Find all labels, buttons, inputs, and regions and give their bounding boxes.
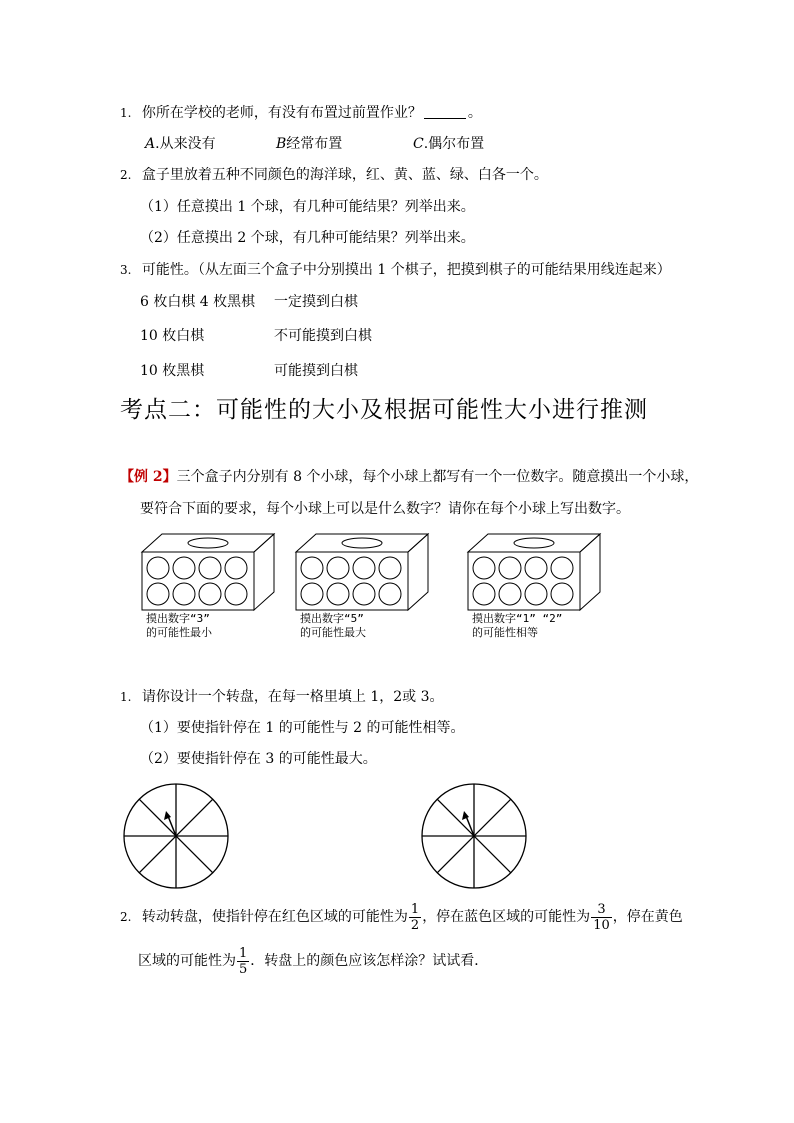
q2-sub2: （2）任意摸出 2 个球，有几种可能结果？列举出来。 bbox=[140, 230, 475, 246]
box2-caption-2: 的可能性最大 bbox=[300, 626, 366, 639]
frac3-numerator: 1 bbox=[239, 945, 248, 961]
q3-right-1: 一定摸到白棋 bbox=[274, 294, 358, 310]
p1-text: 请你设计一个转盘，在每一格里填上 1，2或 3。 bbox=[141, 689, 444, 705]
spinner-2 bbox=[418, 780, 530, 892]
frac2-denominator: 10 bbox=[593, 917, 610, 933]
section-heading: 考点二：可能性的大小及根据可能性大小进行推测 bbox=[120, 397, 648, 423]
box2-caption-1: 摸出数字“5” bbox=[300, 612, 364, 625]
p1-number: 1. bbox=[120, 690, 132, 704]
q3-left-3: 10 枚黑棋 bbox=[140, 363, 205, 379]
q1-line bbox=[120, 104, 482, 122]
q3-right-2: 不可能摸到白棋 bbox=[274, 328, 372, 344]
option-c-letter: C bbox=[413, 136, 424, 152]
p2-line2 bbox=[138, 944, 488, 978]
p2-part1: 转动转盘，使指针停在红色区域的可能性为 bbox=[141, 909, 408, 925]
box3-caption-1: 摸出数字“1” “2” bbox=[472, 612, 563, 625]
ball-box-3 bbox=[464, 530, 604, 612]
q1-number: 1. bbox=[120, 106, 132, 120]
example2-line2: 要符合下面的要求，每个小球上可以是什么数字？请你在每个小球上写出数字。 bbox=[140, 501, 630, 517]
example2-tag: 【例 2】 bbox=[120, 469, 177, 485]
p1-line bbox=[120, 688, 444, 706]
q3-text: 可能性。（从左面三个盒子中分别摸出 1 个棋子，把摸到棋子的可能结果用线连起来） bbox=[141, 262, 671, 278]
box1-caption-2: 的可能性最小 bbox=[146, 626, 212, 639]
frac1-numerator: 1 bbox=[410, 901, 420, 917]
q2-sub1: （1）任意摸出 1 个球，有几种可能结果？列举出来。 bbox=[140, 199, 475, 215]
q1-option-c bbox=[413, 135, 484, 153]
q1-option-b bbox=[276, 135, 342, 153]
box3-caption-2: 的可能性相等 bbox=[472, 626, 538, 639]
q1-answer-blank[interactable] bbox=[424, 104, 466, 119]
fraction-three-tenths bbox=[591, 902, 612, 933]
q1-end: 。 bbox=[467, 105, 482, 121]
fraction-one-half bbox=[409, 902, 421, 933]
example2-line1 bbox=[120, 468, 698, 486]
box1-caption-1: 摸出数字“3” bbox=[146, 612, 210, 625]
option-a-text: .从来没有 bbox=[155, 136, 216, 152]
p2-part2: ，停在蓝色区域的可能性为 bbox=[422, 909, 591, 925]
q2-line bbox=[120, 166, 548, 184]
q3-left-2: 10 枚白棋 bbox=[140, 328, 205, 344]
p1-sub2: （2）要使指针停在 3 的可能性最大。 bbox=[140, 751, 377, 767]
q1-text: 你所在学校的老师，有没有布置过前置作业？ bbox=[141, 105, 422, 121]
p2-part4: 区域的可能性为 bbox=[138, 953, 236, 969]
p1-sub1: （1）要使指针停在 1 的可能性与 2 的可能性相等。 bbox=[140, 720, 465, 736]
ball-box-1 bbox=[138, 530, 278, 612]
ball-box-2 bbox=[292, 530, 432, 612]
option-b-text: 经常布置 bbox=[286, 136, 343, 152]
frac1-denominator: 2 bbox=[410, 917, 420, 933]
fraction-one-fifth bbox=[237, 946, 249, 977]
q3-left-1: 6 枚白棋 4 枚黑棋 bbox=[140, 294, 256, 310]
example2-text1: 三个盒子内分别有 8 个小球，每个小球上都写有一个一位数字。随意摸出一个小球， bbox=[176, 469, 699, 485]
q1-option-a bbox=[145, 135, 216, 153]
p2-part3: ，停在黄色 bbox=[612, 909, 683, 925]
q3-right-3: 可能摸到白棋 bbox=[274, 363, 358, 379]
q2-text: 盒子里放着五种不同颜色的海洋球，红、黄、蓝、绿、白各一个。 bbox=[141, 167, 548, 183]
p2-line1 bbox=[120, 900, 683, 934]
option-b-letter: B bbox=[276, 136, 287, 152]
q2-number: 2. bbox=[120, 168, 132, 182]
q3-number: 3. bbox=[120, 263, 132, 277]
frac3-denominator: 5 bbox=[239, 961, 248, 977]
q3-line bbox=[120, 261, 671, 279]
p2-number: 2. bbox=[120, 910, 132, 924]
p2-part5: ．转盘上的颜色应该怎样涂？试试看． bbox=[250, 953, 489, 969]
spinner-1 bbox=[120, 780, 232, 892]
option-a-letter: A bbox=[145, 136, 156, 152]
option-c-text: .偶尔布置 bbox=[423, 136, 485, 152]
frac2-numerator: 3 bbox=[597, 901, 606, 917]
